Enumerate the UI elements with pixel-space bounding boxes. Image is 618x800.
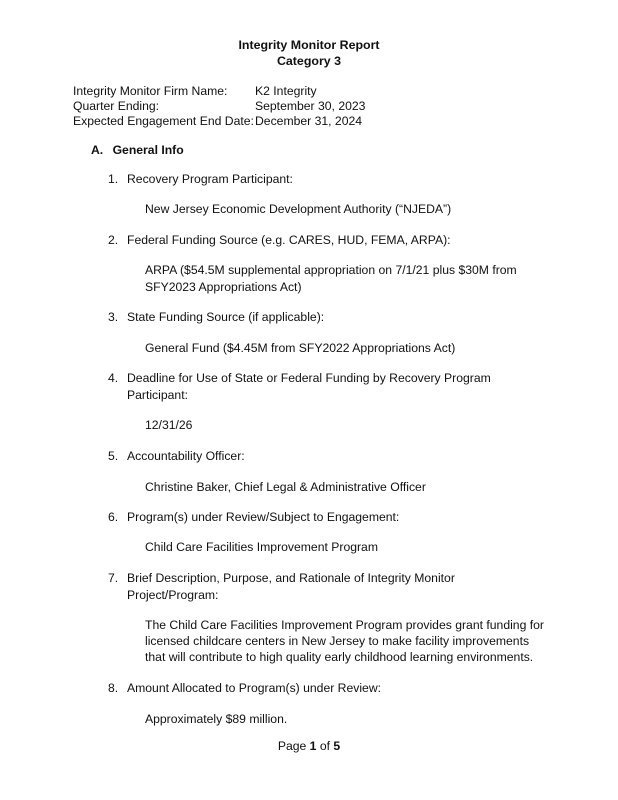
item-number: 3. — [108, 310, 119, 324]
item-answer-line: that will contribute to high quality early childhood learning environments. — [145, 650, 534, 664]
footer-prefix: Page — [277, 739, 310, 753]
item-number: 8. — [108, 681, 119, 695]
item-answer: Child Care Facilities Improvement Program — [145, 540, 378, 554]
item-answer: General Fund ($4.45M from SFY2022 Appropriations Act) — [145, 341, 456, 355]
meta-quarter-label: Quarter Ending: — [73, 99, 160, 113]
item-number: 6. — [108, 510, 119, 524]
section-heading — [91, 143, 184, 157]
report-title: Integrity Monitor Report — [238, 38, 380, 52]
item-answer: 12/31/26 — [145, 418, 193, 432]
item-number: 1. — [108, 172, 119, 186]
item-answer-line: The Child Care Facilities Improvement Program provides grant funding for — [145, 618, 544, 632]
item-question: Accountability Officer: — [127, 449, 245, 463]
report-category: Category 3 — [276, 54, 342, 68]
meta-quarter-value: September 30, 2023 — [255, 99, 366, 113]
item-number: 4. — [108, 371, 119, 385]
item-number: 7. — [108, 571, 119, 585]
item-question-line: Deadline for Use of State or Federal Funding by Recovery Program — [127, 371, 491, 385]
item-question: Recovery Program Participant: — [127, 172, 293, 186]
item-question: State Funding Source (if applicable): — [127, 310, 325, 324]
item-answer-line: ARPA ($54.5M supplemental appropriation on 7/1/21 plus $30M from — [145, 263, 517, 277]
meta-firm-label: Integrity Monitor Firm Name: — [73, 84, 228, 98]
item-question: Federal Funding Source (e.g. CARES, HUD, FEMA, ARPA): — [127, 233, 451, 247]
page-footer — [0, 739, 618, 753]
item-answer: Christine Baker, Chief Legal & Administrative Officer — [145, 480, 426, 494]
item-answer: New Jersey Economic Development Authority (“NJEDA”) — [145, 202, 452, 216]
meta-firm-value: K2 Integrity — [255, 84, 317, 98]
footer-total-pages: 5 — [333, 739, 341, 753]
item-number: 2. — [108, 233, 119, 247]
item-answer-line: licensed childcare centers in New Jersey to make facility improvements — [145, 634, 530, 648]
meta-enddate-value: December 31, 2024 — [255, 114, 363, 128]
meta-enddate-label: Expected Engagement End Date: — [73, 114, 254, 128]
footer-current-page: 1 — [309, 739, 317, 753]
item-answer: Approximately $89 million. — [145, 712, 288, 726]
item-question-line: Project/Program: — [127, 588, 219, 602]
section-title: General Info — [112, 143, 184, 157]
section-letter: A. — [91, 143, 104, 157]
item-question-line: Participant: — [127, 388, 188, 402]
item-answer-line: SFY2023 Appropriations Act) — [145, 280, 302, 294]
item-question-line: Brief Description, Purpose, and Rationale of Integrity Monitor — [127, 571, 455, 585]
item-number: 5. — [108, 449, 119, 463]
footer-middle: of — [316, 739, 334, 753]
item-question: Program(s) under Review/Subject to Engagement: — [127, 510, 400, 524]
item-question: Amount Allocated to Program(s) under Review: — [127, 681, 382, 695]
